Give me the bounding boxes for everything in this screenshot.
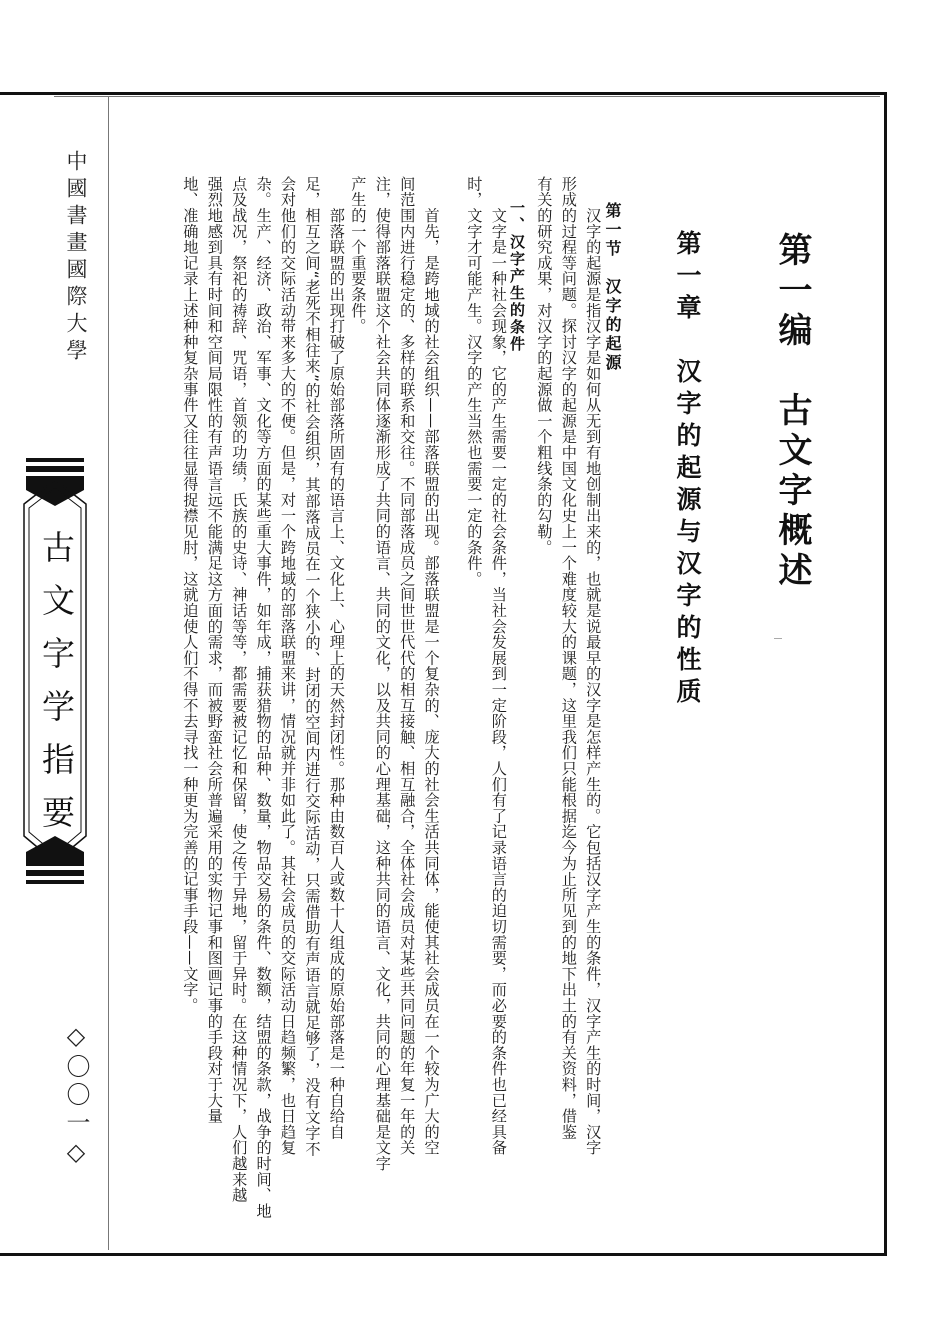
top-rule bbox=[54, 96, 880, 97]
paragraph-1: 文字是一种社会现象，它的产生需要一定的社会条件，当社会发展到一定阶段，人们有了记录语言的迫切需要，而必要的条件也已经具备 时，文字才可能产生。汉字的产生当然也需要一定的条件。 bbox=[465, 176, 508, 1156]
subsection-title: 一、汉字产生的条件 bbox=[508, 200, 526, 353]
section-title: 第一节 汉字的起源 bbox=[603, 202, 622, 373]
page-number: ◇〇〇一◇ bbox=[62, 1022, 90, 1170]
part-title: 第一编 古文字概述 bbox=[772, 232, 812, 592]
book-title: 古文字学指要 bbox=[37, 530, 76, 848]
intro-paragraph: 汉字的起源是指汉字是如何从无到有地创制出来的，也就是说最早的汉字是怎样产生的。它包括汉字产生的条件，汉字产生的时间，汉字 形成的过程等问题。探讨汉字的起源是中国文化史上一个难度较大的课题，这里我们只能根据迄今为止所见到的地下出土的有关资料，借鉴 有关的研究成果，对汉字的起源做一个粗线条的勾勒。 bbox=[535, 176, 603, 1156]
chapter-title: 第一章 汉字的起源与汉字的性质 bbox=[673, 230, 702, 710]
university-name: 中國書畫國際大學 bbox=[64, 150, 88, 366]
paragraph-2: 首先，是跨地域的社会组织——部落联盟的出现。部落联盟是一个复杂的、庞大的社会生活共同体，能使其社会成员在一个较为广大的空 间范围内进行稳定的、多样的联系和交往。不同部落成员之间世世代代的相互接触、相互融合，全体社会成员对某些共同问题的年复一年的关 注，使得部落联盟这个社会共同体逐渐形成了共同的语言、共同的文化，以及共同的心理基础，这种共同的语言、文化，共同的心理基础是文字 产生的一个重要条件。 bbox=[349, 176, 441, 1172]
sidebar-rule bbox=[108, 97, 109, 1250]
paragraph-3: 部落联盟的出现打破了原始部落所固有的语言上、文化上、心理上的天然封闭性。那种由数百人或数十人组成的原始部落是一种自给自 足，相互之间“老死不相往来”的社会组织，其部落成员在一个狭小的、封闭的空间内进行交际活动，只需借助有声语言就足够了，没有文字不 会对他们的交际活动带来多大的不便。但是，对一个跨地域的部落联盟来讲，情况就并非如此了。其社会成员的交际活动日趋频繁，也日趋复 杂。生产、经济、政治、军事、文化等方面的某些重大事件，如年成，捕获猎物的品种、数量，物品交易的条件、数额，结盟的条款，战争的时间、地 点及战况，祭祀的祷辞、咒语，首领的功绩，氏族的史诗、神话等等，都需要被记忆和保留，使之传于异地，留于异时。在这种情况下，人们越来越 强烈地感到具有时间和空间局限性的有声语言远不能满足这方面的需求，而被野蛮社会所普遍采用的实物记事和图画记事的手段对于大量 地、准确地记录上述种种复杂事件又往往显得捉襟见肘，这就迫使人们不得不去寻找一种更为完善的记事手段——文字。 bbox=[181, 176, 346, 1219]
divider-mark bbox=[774, 638, 782, 639]
